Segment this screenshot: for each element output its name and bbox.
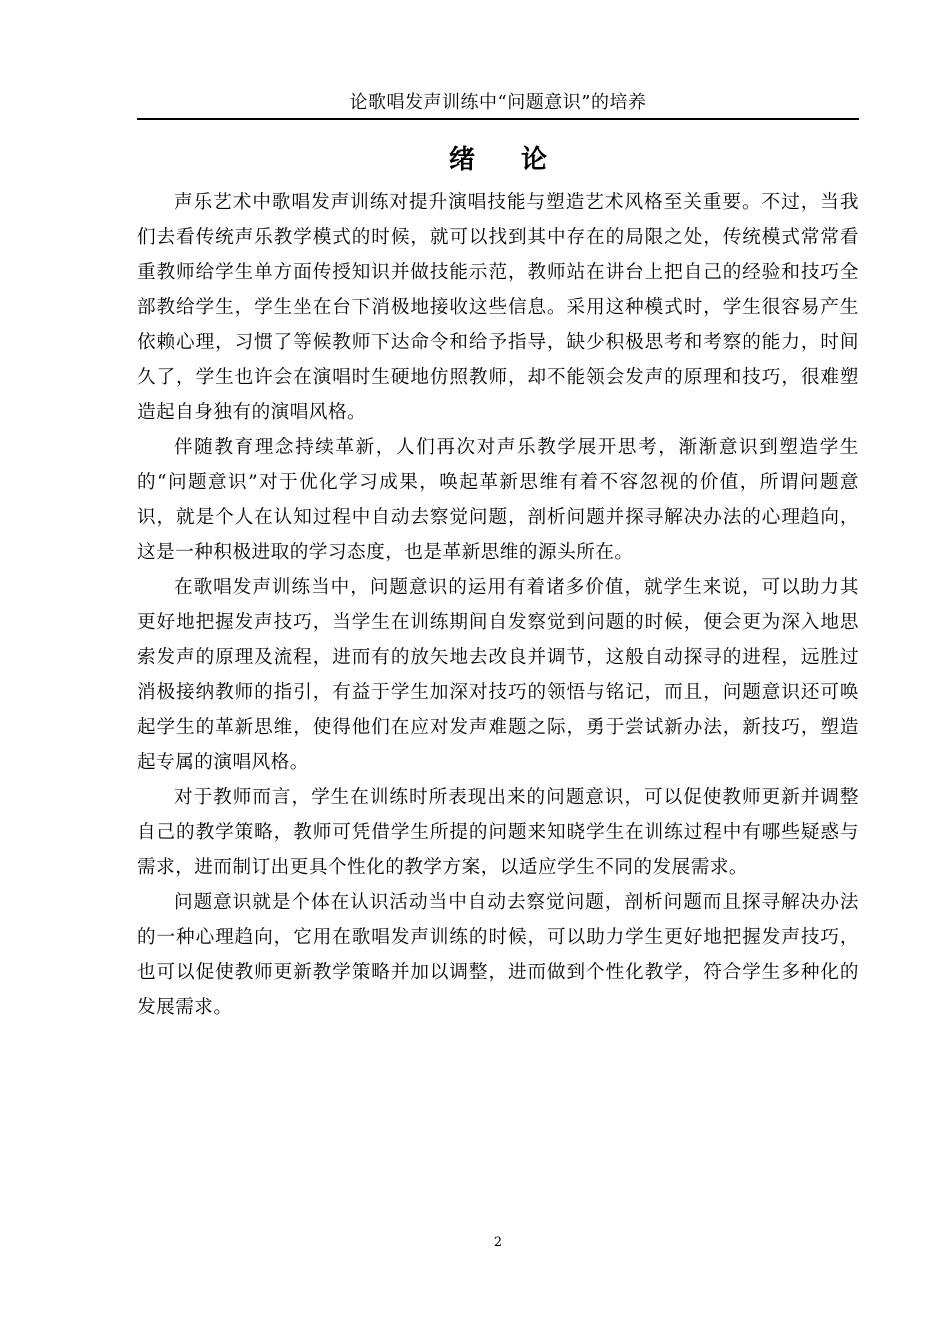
- paragraph: 对于教师而言，学生在训练时所表现出来的问题意识，可以促使教师更新并调整自己的教学策略，教师可凭借学生所提的问题来知晓学生在训练过程中有哪些疑惑与需求，进而制订出更具个性化的教学方案，以适应学生不同的发展需求。: [137, 787, 859, 878]
- page-number: 2: [493, 1235, 503, 1250]
- paragraph: 问题意识就是个体在认识活动当中自动去察觉问题，剖析问题而且探寻解决办法的一种心理趋向，它用在歌唱发声训练的时候，可以助力学生更好地把握发声技巧，也可以促使教师更新教学策略并加以调整，进而做到个性化教学，符合学生多种化的发展需求。: [137, 892, 859, 1018]
- running-header: 论歌唱发声训练中“问题意识”的培养: [349, 92, 647, 113]
- paragraph: 伴随教育理念持续革新，人们再次对声乐教学展开思考，渐渐意识到塑造学生的“问题意识”对于优化学习成果，唤起革新思维有着不容忽视的价值，所谓问题意识，就是个人在认知过程中自动去察觉问题，剖析问题并探寻解决办法的心理趋向，这是一种积极进取的学习态度，也是革新思维的源头所在。: [137, 437, 859, 563]
- header-rule: [137, 118, 859, 120]
- section-title: 绪论: [448, 145, 593, 175]
- paragraph: 在歌唱发声训练当中，问题意识的运用有着诸多价值，就学生来说，可以助力其更好地把握发声技巧，当学生在训练期间自发察觉到问题的时候，便会更为深入地思索发声的原理及流程，进而有的放矢地去改良并调节，这般自动探寻的进程，远胜过消极接纳教师的指引，有益于学生加深对技巧的领悟与铭记，而且，问题意识还可唤起学生的革新思维，使得他们在应对发声难题之际，勇于尝试新办法，新技巧，塑造起专属的演唱风格。: [137, 577, 859, 773]
- paragraph: 声乐艺术中歌唱发声训练对提升演唱技能与塑造艺术风格至关重要。不过，当我们去看传统声乐教学模式的时候，就可以找到其中存在的局限之处，传统模式常常看重教师给学生单方面传授知识并做技能示范，教师站在讲台上把自己的经验和技巧全部教给学生，学生坐在台下消极地接收这些信息。采用这种模式时，学生很容易产生依赖心理，习惯了等候教师下达命令和给予指导，缺少积极思考和考察的能力，时间久了，学生也许会在演唱时生硬地仿照教师，却不能领会发声的原理和技巧，很难塑造起自身独有的演唱风格。: [137, 192, 859, 423]
- body-text: [137, 185, 859, 1025]
